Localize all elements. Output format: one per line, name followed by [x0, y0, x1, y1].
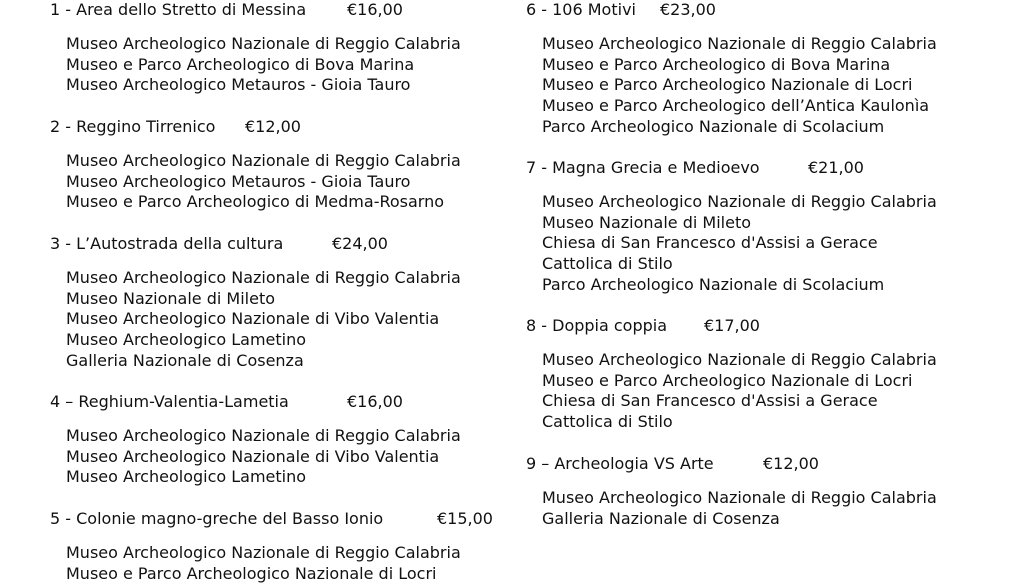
- route-title: 1 - Area dello Stretto di Messina: [50, 0, 307, 19]
- route-title: 4 – Reghium-Valentia-Lametia: [50, 392, 289, 411]
- museum-list-item: Museo e Parco Archeologico di Bova Marina: [66, 54, 415, 74]
- route-price: €23,00: [660, 0, 716, 19]
- museum-list-item: Museo Archeologico Nazionale di Vibo Valentia: [66, 309, 440, 329]
- museum-list-item: Museo Archeologico Nazionale di Reggio Calabria: [542, 192, 937, 211]
- museum-list: [542, 488, 937, 529]
- museum-list-item: Parco Archeologico Nazionale di Scolacium: [542, 116, 885, 136]
- museum-list-item: Galleria Nazionale di Cosenza: [542, 508, 780, 528]
- route-block: [50, 0, 461, 96]
- route-title: 7 - Magna Grecia e Medioevo: [526, 158, 760, 177]
- route-header: [50, 0, 461, 20]
- museum-list: [66, 34, 461, 96]
- route-block: [50, 117, 461, 213]
- route-block: [526, 158, 937, 295]
- museum-list-item: Museo Archeologico Nazionale di Vibo Valentia: [66, 446, 440, 466]
- museum-list-item: Museo Nazionale di Mileto: [66, 288, 276, 308]
- museum-list-item: Museo Archeologico Nazionale di Reggio Calabria: [542, 488, 937, 507]
- route-header: [526, 158, 937, 178]
- museum-list-item: Museo e Parco Archeologico di Bova Marina: [542, 54, 891, 74]
- route-header: [526, 316, 937, 336]
- route-block: [50, 392, 461, 488]
- museum-list: [66, 543, 461, 584]
- route-block: [526, 0, 937, 137]
- museum-list-item: Museo Archeologico Metauros - Gioia Tauro: [66, 171, 411, 191]
- museum-list-item: Museo e Parco Archeologico Nazionale di Locri: [542, 75, 913, 95]
- route-header: [50, 117, 461, 137]
- route-block: [526, 316, 937, 433]
- route-header: [50, 392, 461, 412]
- museum-list-item: Museo e Parco Archeologico dell’Antica Kaulonìa: [542, 96, 930, 116]
- museum-list-item: Museo Archeologico Metauros - Gioia Tauro: [66, 75, 411, 95]
- museum-list-item: Parco Archeologico Nazionale di Scolacium: [542, 274, 885, 294]
- route-block: [50, 234, 461, 371]
- route-header: [526, 0, 937, 20]
- museum-list-item: Galleria Nazionale di Cosenza: [66, 350, 304, 370]
- route-title: 8 - Doppia coppia: [526, 316, 668, 335]
- route-title: 5 - Colonie magno-greche del Basso Ionio: [50, 509, 384, 528]
- museum-list-item: Museo e Parco Archeologico di Medma-Rosarno: [66, 192, 445, 212]
- museum-list: [542, 192, 937, 295]
- museum-list-item: Museo Archeologico Nazionale di Reggio Calabria: [66, 268, 461, 287]
- museum-list-item: Museo e Parco Archeologico Nazionale di Locri: [66, 563, 437, 583]
- route-block: [526, 454, 937, 529]
- museum-list-item: Museo Archeologico Lametino: [66, 330, 307, 350]
- museum-list-item: Museo Archeologico Nazionale di Reggio Calabria: [66, 543, 461, 562]
- museum-list-item: Museo Archeologico Nazionale di Reggio Calabria: [542, 34, 937, 53]
- route-title: 3 - L’Autostrada della cultura: [50, 234, 284, 253]
- route-title: 2 - Reggino Tirrenico: [50, 117, 216, 136]
- route-price: €24,00: [332, 234, 388, 253]
- route-price: €12,00: [245, 117, 301, 136]
- route-title: 9 – Archeologia VS Arte: [526, 454, 714, 473]
- museum-list: [542, 34, 937, 137]
- museum-list-item: Cattolica di Stilo: [542, 412, 673, 432]
- route-header: [526, 454, 937, 474]
- museum-list-item: Museo Nazionale di Mileto: [542, 212, 752, 232]
- route-price: €16,00: [347, 0, 403, 19]
- museum-list-item: Museo Archeologico Nazionale di Reggio Calabria: [66, 426, 461, 445]
- museum-list-item: Museo Archeologico Lametino: [66, 467, 307, 487]
- museum-list-item: Museo e Parco Archeologico Nazionale di Locri: [542, 370, 913, 390]
- route-price: €17,00: [704, 316, 760, 335]
- route-header: [50, 234, 461, 254]
- museum-list: [66, 426, 461, 488]
- museum-list-item: Chiesa di San Francesco d'Assisi a Gerace: [542, 391, 878, 411]
- museum-list: [66, 151, 461, 213]
- route-block: [50, 509, 493, 584]
- route-price: €15,00: [437, 509, 493, 528]
- museum-list-item: Museo Archeologico Nazionale di Reggio Calabria: [542, 350, 937, 369]
- route-header: [50, 509, 493, 529]
- museum-list-item: Chiesa di San Francesco d'Assisi a Gerace: [542, 233, 878, 253]
- museum-list: [66, 268, 461, 371]
- route-title: 6 - 106 Motivi: [526, 0, 636, 19]
- museum-list-item: Museo Archeologico Nazionale di Reggio Calabria: [66, 151, 461, 170]
- route-price: €12,00: [763, 454, 819, 473]
- route-price: €21,00: [808, 158, 864, 177]
- museum-list-item: Cattolica di Stilo: [542, 254, 673, 274]
- museum-list: [542, 350, 937, 433]
- route-price: €16,00: [347, 392, 403, 411]
- museum-list-item: Museo Archeologico Nazionale di Reggio Calabria: [66, 34, 461, 53]
